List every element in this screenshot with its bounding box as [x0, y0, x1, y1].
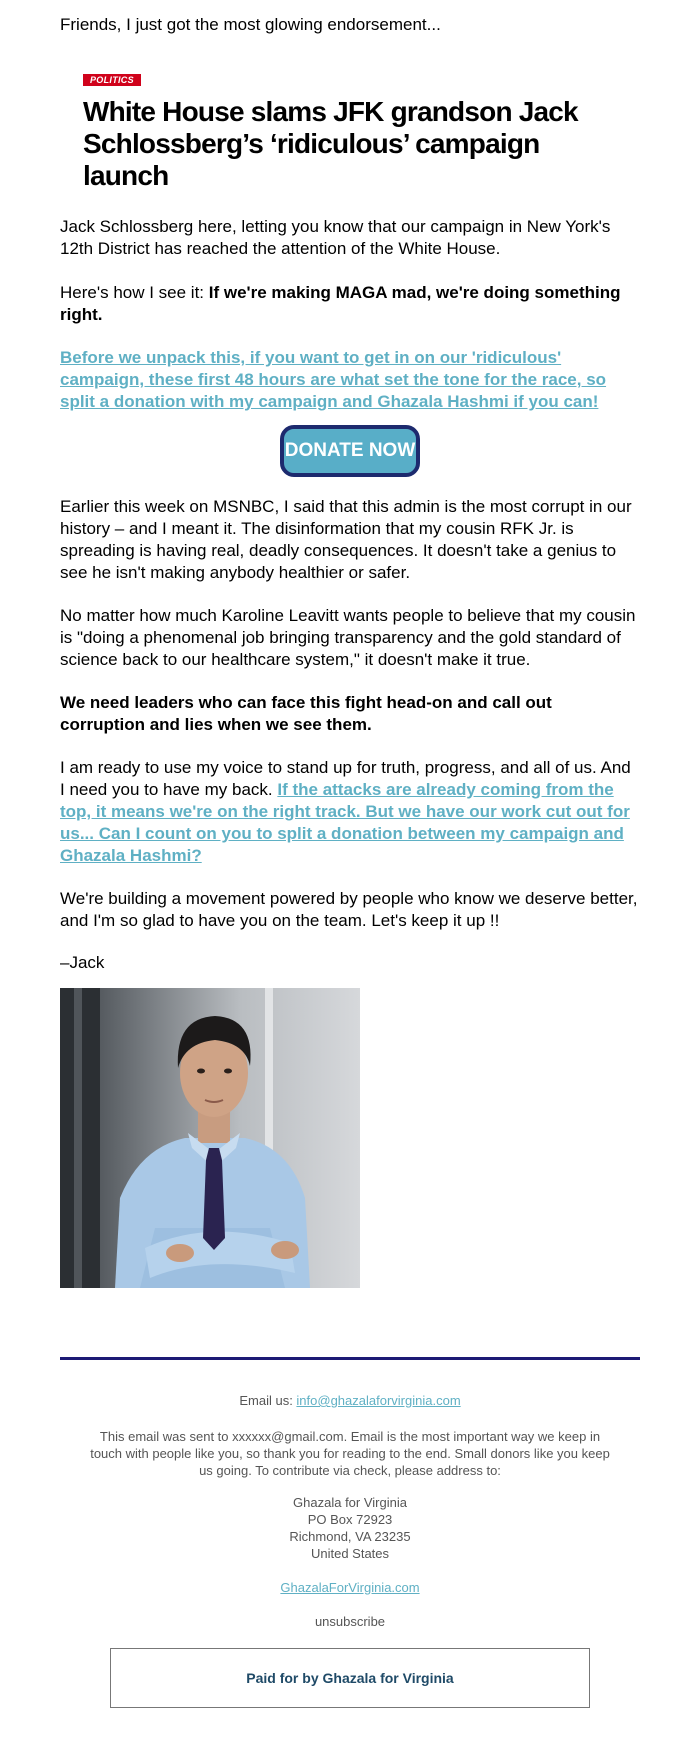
politics-tag: POLITICS — [83, 74, 141, 86]
article-headline: White House slams JFK grandson Jack Schlossberg’s ‘ridiculous’ campaign launch — [83, 96, 578, 191]
footer-notice: This email was sent to xxxxxx@gmail.com. Email is the most important way we keep in touch with people like you, so thank you for reading to the end. Small donors like you keep us going. To contribute via check, please address to: — [90, 1429, 610, 1478]
donate-link-2[interactable]: If the attacks are already coming from the top, it means we're on the right track. But we have our work cut out for us... Can I count on you to split a donation between my campaign and Ghazala Hashmi? — [60, 780, 630, 865]
paragraph-4: Earlier this week on MSNBC, I said that this admin is the most corrupt in our history – and I meant it. The disinformation that my cousin RFK Jr. is spreading is having real, deadly consequences. It doesn't take a genius to see he isn't making anybody healthier or safer. — [60, 497, 632, 582]
paragraph-6: We need leaders who can face this fight head-on and call out corruption and lies when we see them. — [60, 693, 552, 734]
address-line: Ghazala for Virginia — [293, 1495, 407, 1510]
donate-now-button[interactable]: DONATE NOW — [280, 425, 420, 477]
email-link[interactable]: info@ghazalaforvirginia.com — [296, 1393, 461, 1408]
intro-line: Friends, I just got the most glowing endorsement... — [60, 15, 441, 34]
paragraph-1: Jack Schlossberg here, letting you know that our campaign in New York's 12th District has reached the attention of the White House. — [60, 217, 611, 258]
address-line: PO Box 72923 — [307, 1512, 393, 1527]
article-screenshot — [83, 70, 623, 192]
footer-website — [60, 1579, 640, 1596]
address-line: Richmond, VA 23235 — [289, 1529, 411, 1544]
paragraph-5: No matter how much Karoline Leavitt wants people to believe that my cousin is "doing a phenomenal job bringing transparency and the gold standard of science back to our healthcare system," it doesn't make it true. — [60, 606, 636, 669]
paragraph-2-bold: If we're making MAGA mad, we're doing something right. — [60, 283, 621, 324]
paragraph-2-text: Here's how I see it: — [60, 283, 209, 302]
footer-email-line — [60, 1392, 640, 1409]
signoff: –Jack — [60, 953, 105, 972]
email-label: Email us: — [239, 1393, 297, 1408]
paragraph-7-text: I am ready to use my voice to stand up for truth, progress, and all of us. And I need you to have my back. — [60, 758, 631, 799]
footer-divider — [60, 1357, 640, 1360]
donate-link-1[interactable]: Before we unpack this, if you want to get in on our 'ridiculous' campaign, these first 48 hours are what set the tone for the race, so split a donation with my campaign and Ghazala Hashmi if you can! — [60, 348, 607, 411]
paragraph-7 — [60, 757, 640, 867]
paragraph-3 — [60, 347, 640, 413]
website-link[interactable]: GhazalaForVirginia.com — [280, 1580, 420, 1595]
address-line: United States — [310, 1546, 390, 1561]
paragraph-8: We're building a movement powered by people who know we deserve better, and I'm so glad to have you on the team. Let's keep it up !! — [60, 889, 638, 930]
jack-portrait-photo — [60, 988, 360, 1288]
unsubscribe-link[interactable]: unsubscribe — [314, 1614, 386, 1629]
paid-for-disclaimer: Paid for by Ghazala for Virginia — [110, 1648, 590, 1708]
paragraph-2 — [60, 282, 640, 326]
footer-address — [60, 1494, 640, 1562]
